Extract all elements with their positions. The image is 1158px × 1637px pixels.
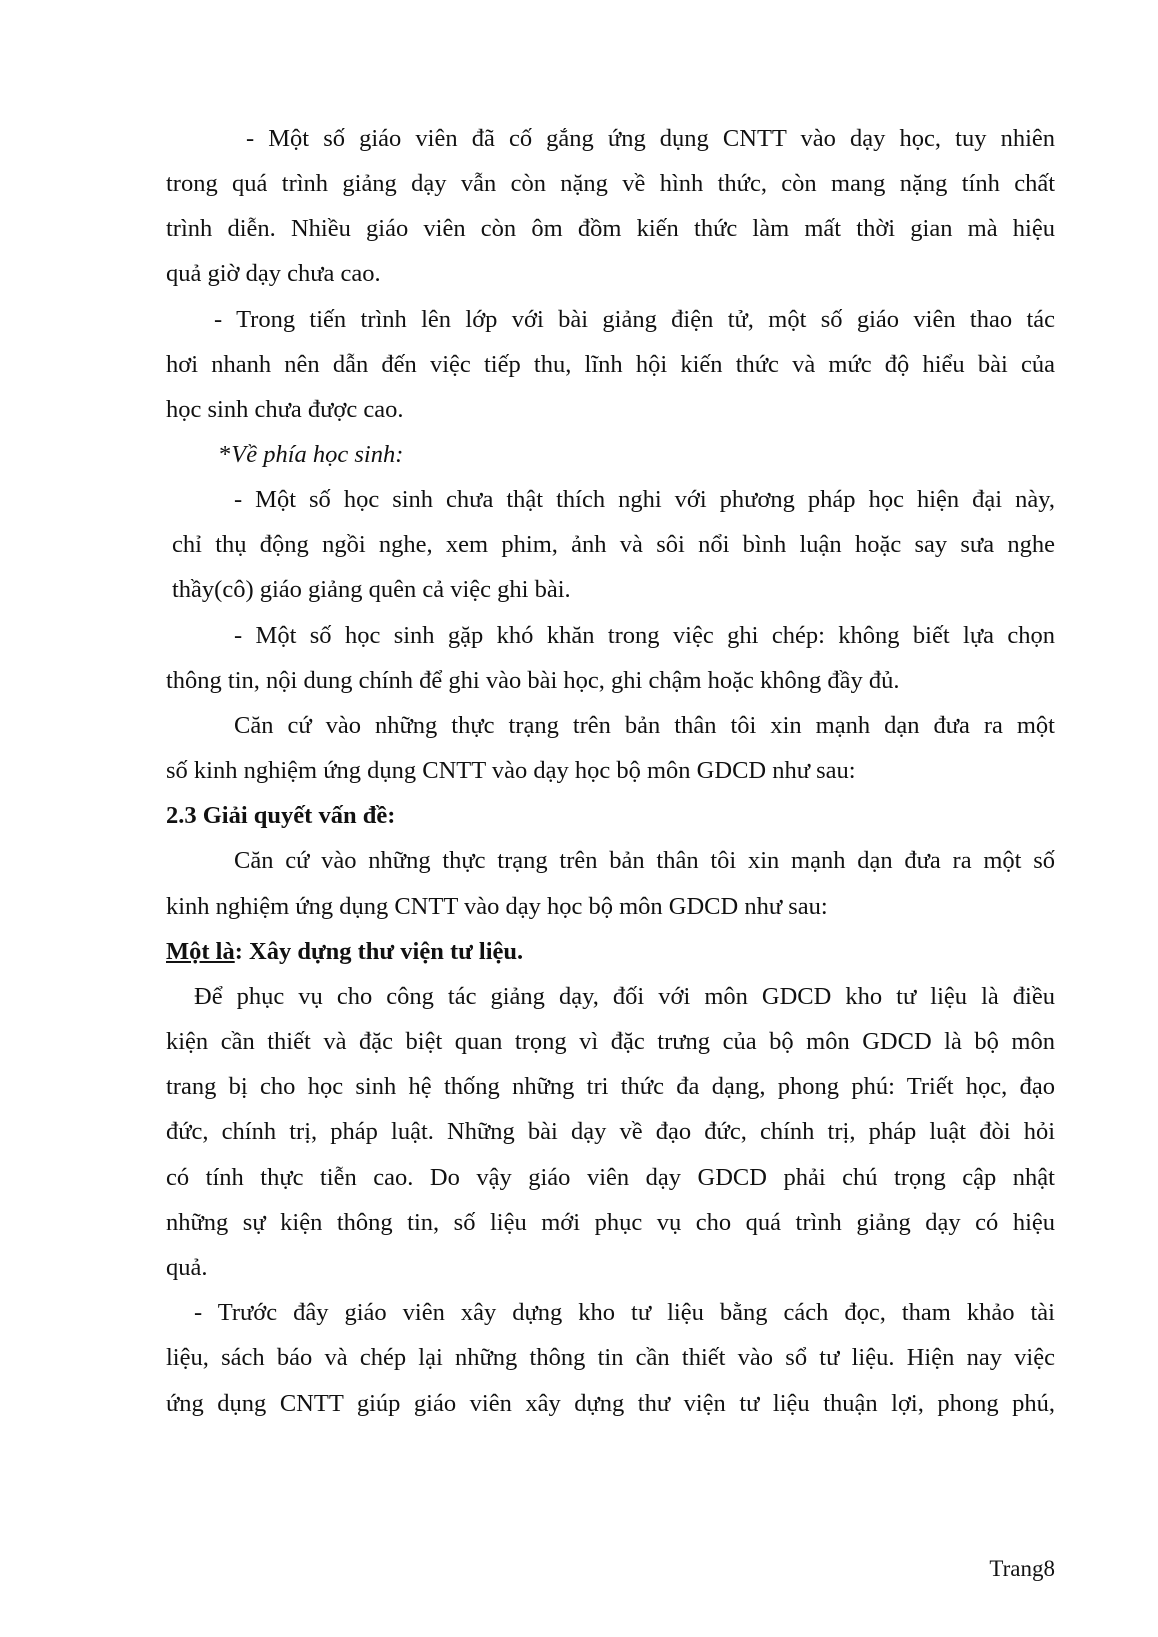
- paragraph-line: có tính thực tiễn cao. Do vậy giáo viên dạy GDCD phải chú trọng cập nhật: [166, 1164, 1055, 1191]
- paragraph-line: liệu, sách báo và chép lại những thông tin cần thiết vào sổ tư liệu. Hiện nay việc: [166, 1344, 1055, 1371]
- paragraph-line: đức, chính trị, pháp luật. Những bài dạy về đạo đức, chính trị, pháp luật đòi hỏi: [166, 1118, 1055, 1145]
- paragraph-line: trình diễn. Nhiều giáo viên còn ôm đồm kiến thức làm mất thời gian mà hiệu: [166, 215, 1055, 242]
- paragraph-line: chỉ thụ động ngồi nghe, xem phim, ảnh và sôi nổi bình luận hoặc say sưa nghe: [172, 531, 1055, 558]
- paragraph-line: Căn cứ vào những thực trạng trên bản thân tôi xin mạnh dạn đưa ra một: [234, 712, 1055, 739]
- section-heading: 2.3 Giải quyết vấn đề:: [166, 802, 396, 829]
- item-heading: [166, 937, 523, 967]
- subheading-text: Về phía học sinh:: [231, 441, 404, 468]
- paragraph-line: những sự kiện thông tin, số liệu mới phục vụ cho quá trình giảng dạy có hiệu: [166, 1209, 1055, 1236]
- paragraph-line: quả.: [166, 1254, 208, 1281]
- paragraph-line: trang bị cho học sinh hệ thống những tri thức đa dạng, phong phú: Triết học, đạo: [166, 1073, 1055, 1100]
- page-number: Trang8: [989, 1556, 1055, 1581]
- paragraph-line: Để phục vụ cho công tác giảng dạy, đối với môn GDCD kho tư liệu là điều: [194, 983, 1055, 1010]
- paragraph-line: - Trong tiến trình lên lớp với bài giảng điện tử, một số giáo viên thao tác: [214, 306, 1055, 333]
- paragraph-line: quả giờ dạy chưa cao.: [166, 260, 381, 287]
- item-heading-label: Một là: [166, 938, 235, 965]
- paragraph-line: - Trước đây giáo viên xây dựng kho tư liệu bằng cách đọc, tham khảo tài: [194, 1299, 1055, 1326]
- paragraph-line: trong quá trình giảng dạy vẫn còn nặng về hình thức, còn mang nặng tính chất: [166, 170, 1055, 197]
- paragraph-line: học sinh chưa được cao.: [166, 396, 404, 423]
- paragraph-line: kinh nghiệm ứng dụng CNTT vào dạy học bộ môn GDCD như sau:: [166, 893, 828, 920]
- paragraph-line: thông tin, nội dung chính để ghi vào bài học, ghi chậm hoặc không đầy đủ.: [166, 667, 900, 694]
- paragraph-line: ứng dụng CNTT giúp giáo viên xây dựng thư viện tư liệu thuận lợi, phong phú,: [166, 1390, 1055, 1417]
- paragraph-line: thầy(cô) giáo giảng quên cả việc ghi bài.: [172, 576, 571, 603]
- paragraph-line: - Một số học sinh chưa thật thích nghi với phương pháp học hiện đại này,: [234, 486, 1055, 513]
- paragraph-line: Căn cứ vào những thực trạng trên bản thân tôi xin mạnh dạn đưa ra một số: [234, 847, 1055, 874]
- asterisk-marker: *: [219, 441, 232, 468]
- paragraph-line: hơi nhanh nên dẫn đến việc tiếp thu, lĩnh hội kiến thức và mức độ hiểu bài của: [166, 351, 1055, 378]
- paragraph-line: - Một số giáo viên đã cố gắng ứng dụng CNTT vào dạy học, tuy nhiên: [246, 125, 1055, 152]
- subheading-students: [219, 440, 403, 470]
- item-heading-text: : Xây dựng thư viện tư liệu.: [234, 938, 524, 965]
- paragraph-line: kiện cần thiết và đặc biệt quan trọng vì đặc trưng của bộ môn GDCD là bộ môn: [166, 1028, 1055, 1055]
- paragraph-line: số kinh nghiệm ứng dụng CNTT vào dạy học bộ môn GDCD như sau:: [166, 757, 856, 784]
- paragraph-line: - Một số học sinh gặp khó khăn trong việc ghi chép: không biết lựa chọn: [234, 622, 1055, 649]
